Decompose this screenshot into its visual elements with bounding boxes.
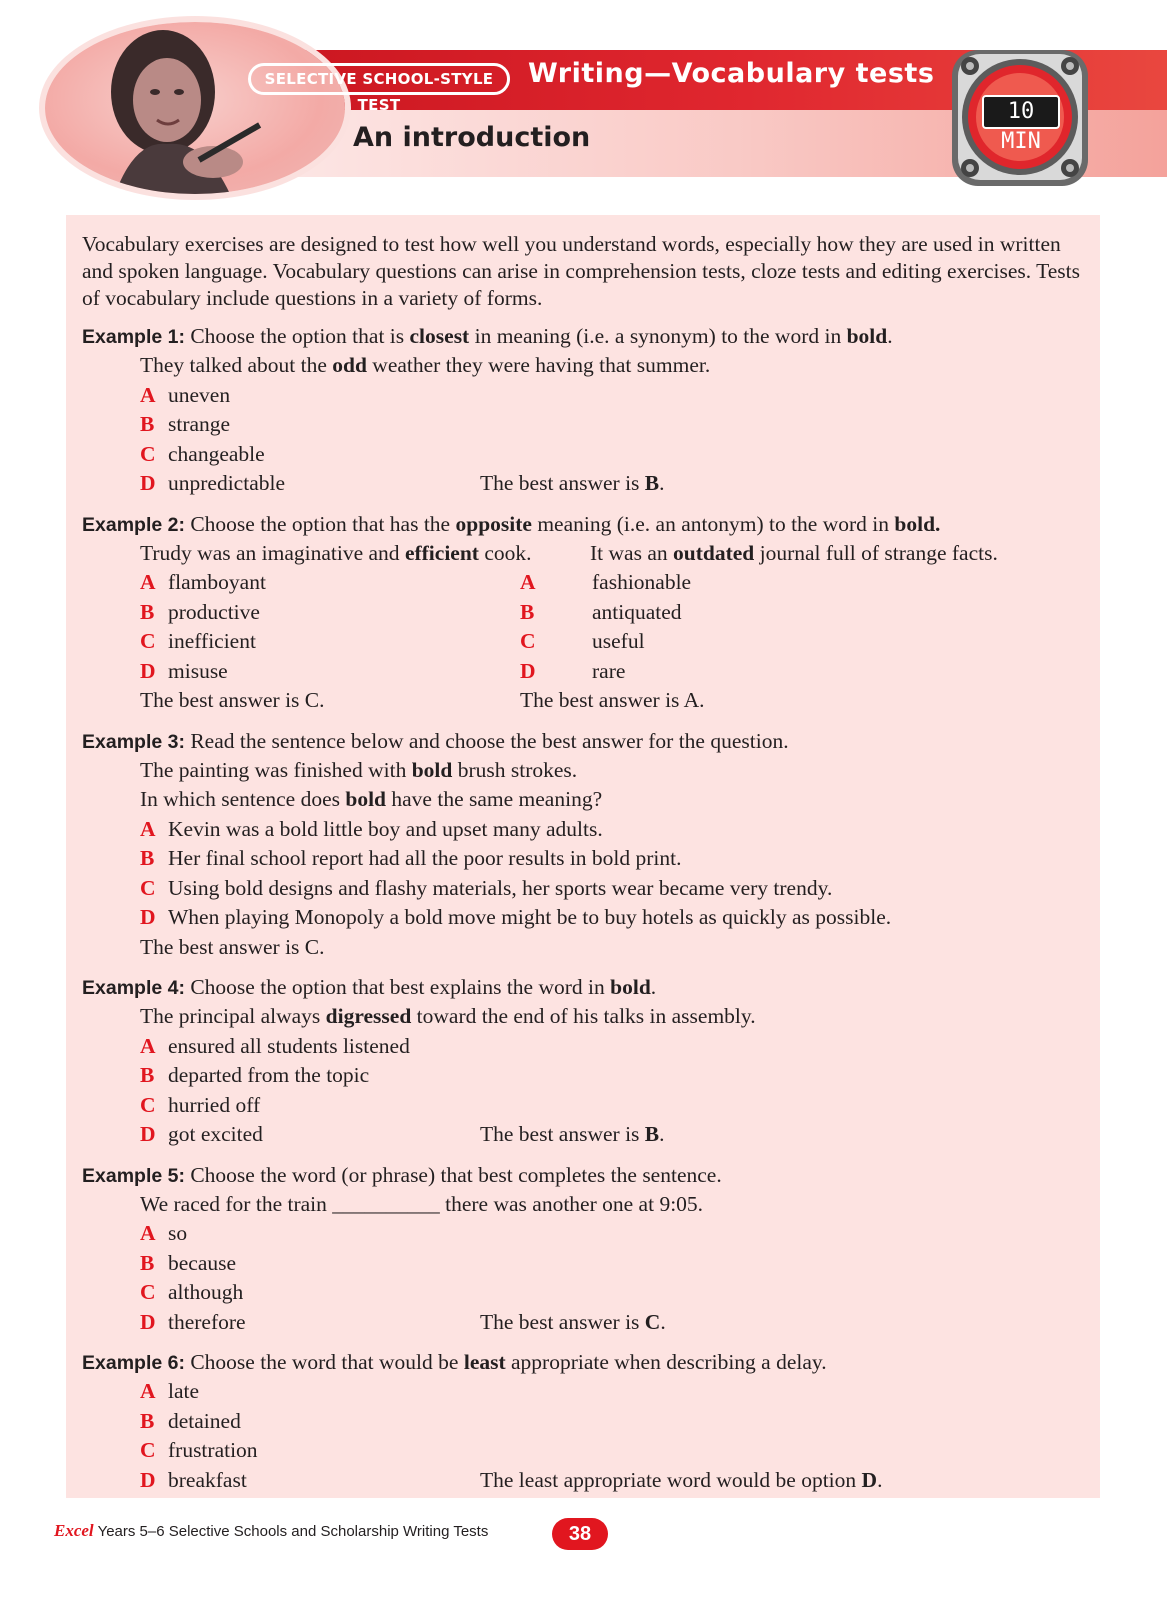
page-title: Writing—Vocabulary tests: [528, 58, 935, 89]
answer-text: The best answer is B.: [480, 471, 665, 495]
student-illustration-icon: [45, 22, 345, 194]
footer: [54, 1521, 488, 1541]
example-6: [82, 1348, 1082, 1495]
intro-paragraph: Vocabulary exercises are designed to test how well you understand words, especially how they are used in written and spoken language. Vocabulary questions can arise in comprehension tests, cloze tests and editing exercises. Tests of vocabulary include questions in a variety of forms.: [82, 232, 1080, 310]
page-subtitle: An introduction: [353, 122, 591, 153]
example-5-sentence: We raced for the train __________ there was another one at 9:05.: [140, 1191, 704, 1216]
footer-title: Years 5–6 Selective Schools and Scholarship Writing Tests: [97, 1523, 489, 1540]
answer-pair: The best answer is C. The best answer is A.: [140, 688, 705, 712]
option-with-answer: D got excited The best answer is B.: [82, 1120, 1082, 1150]
option-pair: B productive B antiquated: [140, 599, 682, 624]
option-pair: C inefficient C useful: [140, 629, 645, 653]
answer-text: The best answer is C.: [140, 934, 325, 959]
option-with-answer: D therefore The best answer is C.: [82, 1308, 1082, 1338]
option: A so: [140, 1221, 188, 1245]
option: A ensured all students listened: [140, 1033, 410, 1058]
option: D When playing Monopoly a bold move might be to buy hotels as quickly as possible.: [140, 905, 892, 929]
option: B departed from the topic: [140, 1063, 370, 1087]
example-label: Example 1:: [82, 326, 185, 348]
option-pair: A flamboyant A fashionable: [140, 570, 692, 594]
example-5-instruction: Example 5: Choose the word (or phrase) that best completes the sentence.: [82, 1162, 722, 1187]
example-2-instruction: Example 2: Choose the option that has the opposite meaning (i.e. an antonym) to the word in bold.: [82, 511, 941, 536]
example-3: [82, 727, 1082, 963]
example-label: Example 6:: [82, 1352, 185, 1374]
example-4-sentence: The principal always digressed toward the end of his talks in assembly.: [140, 1004, 756, 1028]
option: C changeable: [140, 441, 265, 466]
example-2: [82, 510, 1082, 716]
option-pair: D misuse D rare: [140, 658, 626, 683]
example-4-instruction: Example 4: Choose the option that best explains the word in bold.: [82, 975, 657, 999]
footer-brand: Excel: [54, 1521, 94, 1540]
example-label: Example 3:: [82, 730, 185, 753]
example-label: Example 2:: [82, 513, 185, 536]
example-1: [82, 322, 1082, 499]
option: C hurried off: [140, 1092, 261, 1117]
option: B detained: [140, 1408, 241, 1433]
timer-readout: 10 MIN: [982, 95, 1060, 129]
answer-text: The best answer is B.: [480, 1122, 665, 1146]
option: A uneven: [140, 382, 231, 407]
option-with-answer: D unpredictable The best answer is B.: [82, 469, 1082, 499]
example-label: Example 5:: [82, 1164, 185, 1187]
option: B Her final school report had all the poor results in bold print.: [140, 846, 682, 870]
example-1-instruction: Example 1: Choose the option that is closest in meaning (i.e. a synonym) to the word in bold.: [82, 324, 893, 348]
example-6-instruction: Example 6: Choose the word that would be least appropriate when describing a delay.: [82, 1350, 827, 1374]
example-5: [82, 1161, 1082, 1338]
option: A late: [140, 1379, 200, 1403]
answer-text: The best answer is C.: [480, 1309, 666, 1334]
option-with-answer: D breakfast The least appropriate word would be option D.: [82, 1466, 1082, 1496]
option: C Using bold designs and flashy materials, her sports wear became very trendy.: [140, 875, 833, 900]
option: B strange: [140, 412, 231, 436]
example-3-question: In which sentence does bold have the same meaning?: [140, 787, 603, 811]
option: B because: [140, 1250, 237, 1275]
page-number: 38: [552, 1518, 608, 1550]
example-4: [82, 973, 1082, 1150]
example-1-sentence: They talked about the odd weather they were having that summer.: [140, 353, 711, 377]
example-2-sentences: Trudy was an imaginative and efficient cook. It was an outdated journal full of strange facts.: [140, 540, 998, 565]
option: C frustration: [140, 1438, 258, 1462]
option: A Kevin was a bold little boy and upset many adults.: [140, 816, 603, 841]
answer-text: The least appropriate word would be option D.: [480, 1467, 883, 1492]
example-3-instruction: Example 3: Read the sentence below and choose the best answer for the question.: [82, 728, 789, 753]
content-text: [82, 231, 1082, 1506]
option: C although: [140, 1280, 244, 1304]
example-label: Example 4:: [82, 977, 185, 999]
student-photo: [45, 22, 345, 194]
test-type-badge: SELECTIVE SCHOOL-STYLE TEST: [248, 63, 510, 95]
example-3-sentence: The painting was finished with bold brush strokes.: [140, 757, 578, 782]
